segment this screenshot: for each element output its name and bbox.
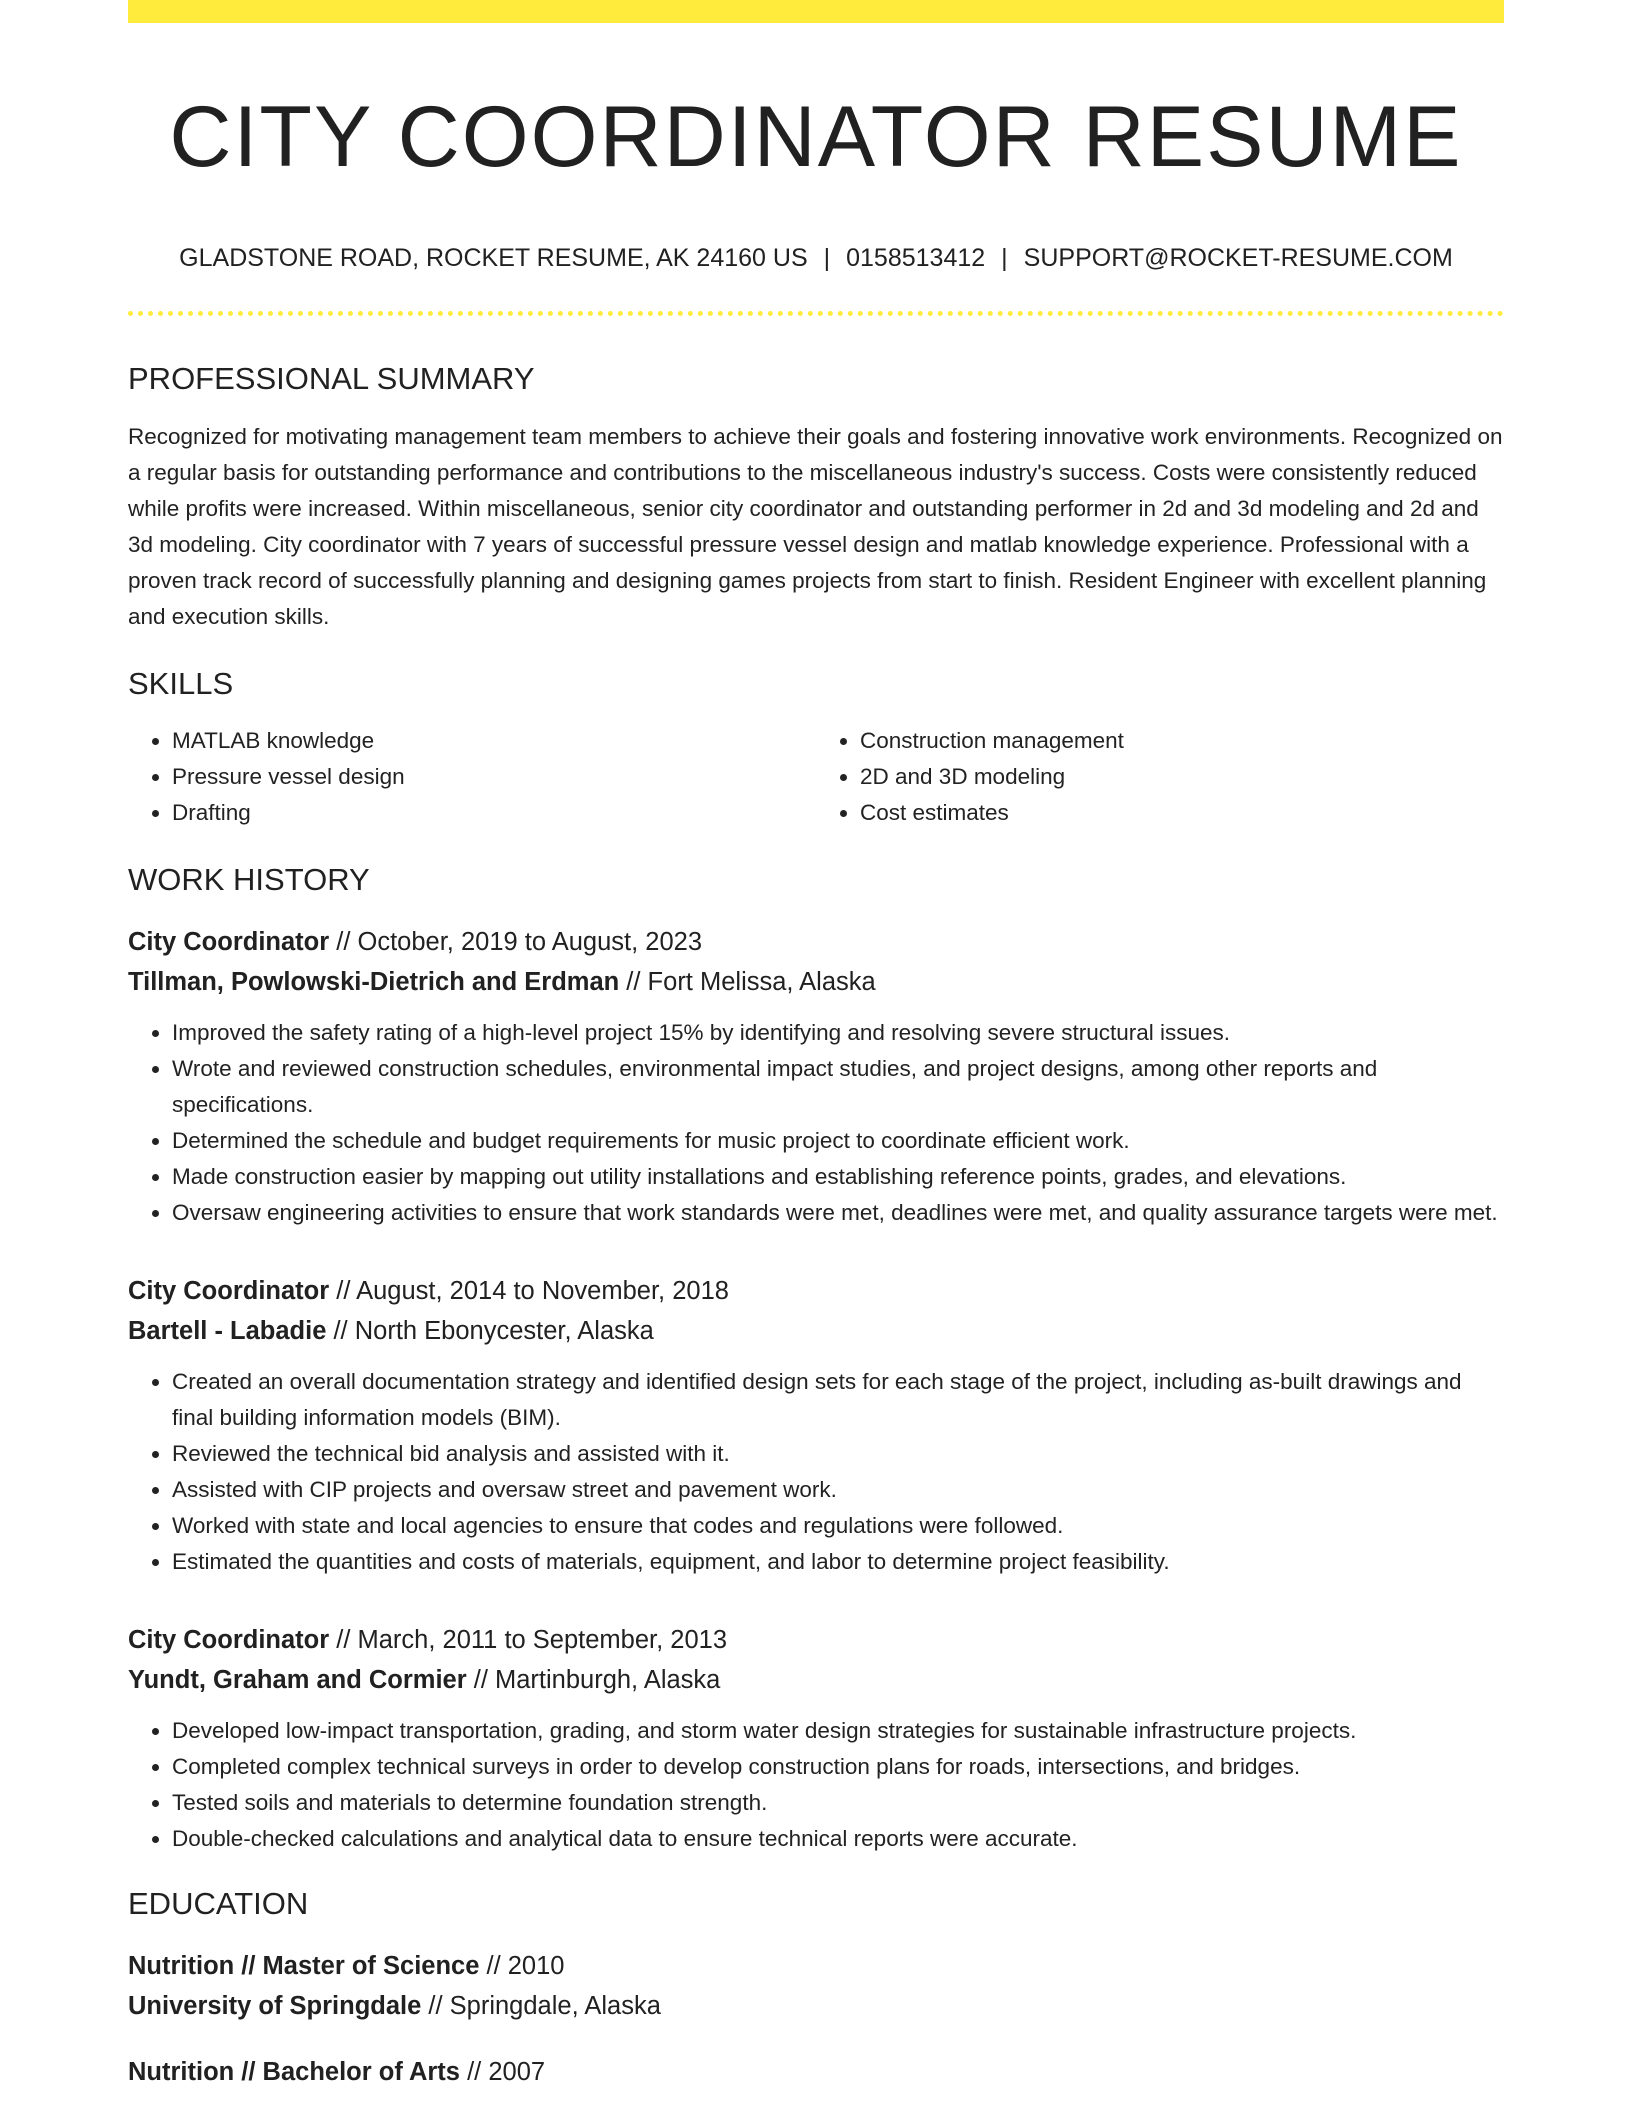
company-name: Yundt, Graham and Cormier bbox=[128, 1665, 467, 1694]
skills-section bbox=[128, 665, 1504, 830]
job-bullet: • Worked with state and local agencies to ensure that codes and regulations were followed. bbox=[172, 1508, 1504, 1544]
contact-address: GLADSTONE ROAD, ROCKET RESUME, AK 24160 US bbox=[179, 244, 808, 273]
company-line bbox=[128, 1660, 1504, 1700]
company-location: // Fort Melissa, Alaska bbox=[619, 967, 876, 996]
skill-item: • Drafting bbox=[172, 795, 816, 831]
section-heading-skills: SKILLS bbox=[128, 666, 234, 702]
job-entry bbox=[128, 1620, 1504, 1857]
job-title-line bbox=[128, 1620, 1504, 1660]
school-name: University of Springdale bbox=[128, 1991, 422, 2020]
section-heading-work: WORK HISTORY bbox=[128, 861, 370, 897]
degree-line bbox=[128, 1946, 1504, 1986]
company-name: Bartell - Labadie bbox=[128, 1316, 327, 1345]
company-name: Tillman, Powlowski-Dietrich and Erdman bbox=[128, 967, 620, 996]
work-history-section bbox=[128, 861, 1504, 1857]
company-line bbox=[128, 1311, 1504, 1351]
contact-separator: | bbox=[823, 244, 831, 273]
top-accent-bar bbox=[128, 0, 1504, 23]
education-entry bbox=[128, 2052, 1504, 2092]
school-location: // Springdale, Alaska bbox=[421, 1991, 661, 2020]
job-title: City Coordinator bbox=[128, 1276, 330, 1305]
education-section bbox=[128, 1885, 1504, 2092]
skills-column-right bbox=[816, 723, 1504, 831]
contact-separator: | bbox=[1001, 244, 1008, 273]
job-bullet: • Made construction easier by mapping out utility installations and establishing reference points, grades, and elevations. bbox=[172, 1159, 1504, 1195]
job-title: City Coordinator bbox=[128, 1625, 330, 1654]
job-bullet: • Double-checked calculations and analytical data to ensure technical reports were accurate. bbox=[172, 1821, 1504, 1857]
job-dates: // August, 2014 to November, 2018 bbox=[329, 1276, 729, 1305]
degree: Nutrition // Bachelor of Arts bbox=[128, 2057, 460, 2086]
skill-item: • Cost estimates bbox=[860, 795, 1504, 831]
job-dates: // March, 2011 to September, 2013 bbox=[329, 1625, 728, 1654]
skill-item: • Construction management bbox=[860, 723, 1504, 759]
job-title-line bbox=[128, 1271, 1504, 1311]
professional-summary-section bbox=[128, 360, 1504, 635]
resume-page bbox=[128, 0, 1504, 2092]
job-bullet: • Completed complex technical surveys in order to develop construction plans for roads, intersections, and bridges. bbox=[172, 1749, 1504, 1785]
job-title-line bbox=[128, 922, 1504, 962]
job-bullet: • Oversaw engineering activities to ensure that work standards were met, deadlines were met, and quality assurance targets were met. bbox=[172, 1195, 1504, 1231]
job-bullets bbox=[128, 1713, 1504, 1857]
contact-phone: 0158513412 bbox=[846, 244, 986, 273]
job-bullet: • Created an overall documentation strategy and identified design sets for each stage of the project, including as-built drawings and final building information models (BIM). bbox=[172, 1364, 1504, 1436]
skill-item: • Pressure vessel design bbox=[172, 759, 816, 795]
contact-line bbox=[128, 243, 1504, 273]
job-bullet: • Tested soils and materials to determine foundation strength. bbox=[172, 1785, 1504, 1821]
degree-year: // 2007 bbox=[460, 2057, 546, 2086]
degree-year: // 2010 bbox=[479, 1951, 565, 1980]
section-heading-summary: PROFESSIONAL SUMMARY bbox=[128, 361, 535, 397]
skill-item: • 2D and 3D modeling bbox=[860, 759, 1504, 795]
job-bullet: • Determined the schedule and budget requirements for music project to coordinate efficient work. bbox=[172, 1123, 1504, 1159]
job-bullet: • Reviewed the technical bid analysis and assisted with it. bbox=[172, 1436, 1504, 1472]
skills-column-left bbox=[128, 723, 816, 831]
summary-text: Recognized for motivating management team members to achieve their goals and fostering innovative work environments. Recognized on a regular basis for outstanding performance and contributions to the miscellaneous industry's success. Costs were consistently reduced while profits were increased. Within miscellaneous, senior city coordinator and outstanding performer in 2d and 3d modeling and 2d and 3d modeling. City coordinator with 7 years of successful pressure vessel design and matlab knowledge experience. Professional with a proven track record of successfully planning and designing games projects from start to finish. Resident Engineer with excellent planning and execution skills. bbox=[128, 424, 1503, 630]
skill-item: • MATLAB knowledge bbox=[172, 723, 816, 759]
company-line bbox=[128, 962, 1504, 1002]
job-dates: // October, 2019 to August, 2023 bbox=[329, 927, 703, 956]
dotted-divider bbox=[128, 311, 1504, 316]
page-title: CITY COORDINATOR RESUME bbox=[169, 89, 1463, 185]
job-bullets bbox=[128, 1015, 1504, 1231]
section-heading-education: EDUCATION bbox=[128, 1885, 309, 1921]
job-bullets bbox=[128, 1364, 1504, 1580]
company-location: // Martinburgh, Alaska bbox=[466, 1665, 721, 1694]
job-entry bbox=[128, 922, 1504, 1231]
degree-line bbox=[128, 2052, 1504, 2092]
job-bullet: • Improved the safety rating of a high-level project 15% by identifying and resolving severe structural issues. bbox=[172, 1015, 1504, 1051]
job-title: City Coordinator bbox=[128, 927, 330, 956]
school-line bbox=[128, 1986, 1504, 2026]
job-bullet: • Developed low-impact transportation, grading, and storm water design strategies for sustainable infrastructure projects. bbox=[172, 1713, 1504, 1749]
degree: Nutrition // Master of Science bbox=[128, 1951, 480, 1980]
skills-list bbox=[128, 723, 1504, 831]
job-bullet: • Assisted with CIP projects and oversaw street and pavement work. bbox=[172, 1472, 1504, 1508]
job-bullet: • Wrote and reviewed construction schedules, environmental impact studies, and project designs, among other reports and specifications. bbox=[172, 1051, 1504, 1123]
company-location: // North Ebonycester, Alaska bbox=[326, 1316, 654, 1345]
education-entry bbox=[128, 1946, 1504, 2026]
job-bullet: • Estimated the quantities and costs of materials, equipment, and labor to determine project feasibility. bbox=[172, 1544, 1504, 1580]
contact-email: SUPPORT@ROCKET-RESUME.COM bbox=[1023, 244, 1453, 273]
job-entry bbox=[128, 1271, 1504, 1580]
